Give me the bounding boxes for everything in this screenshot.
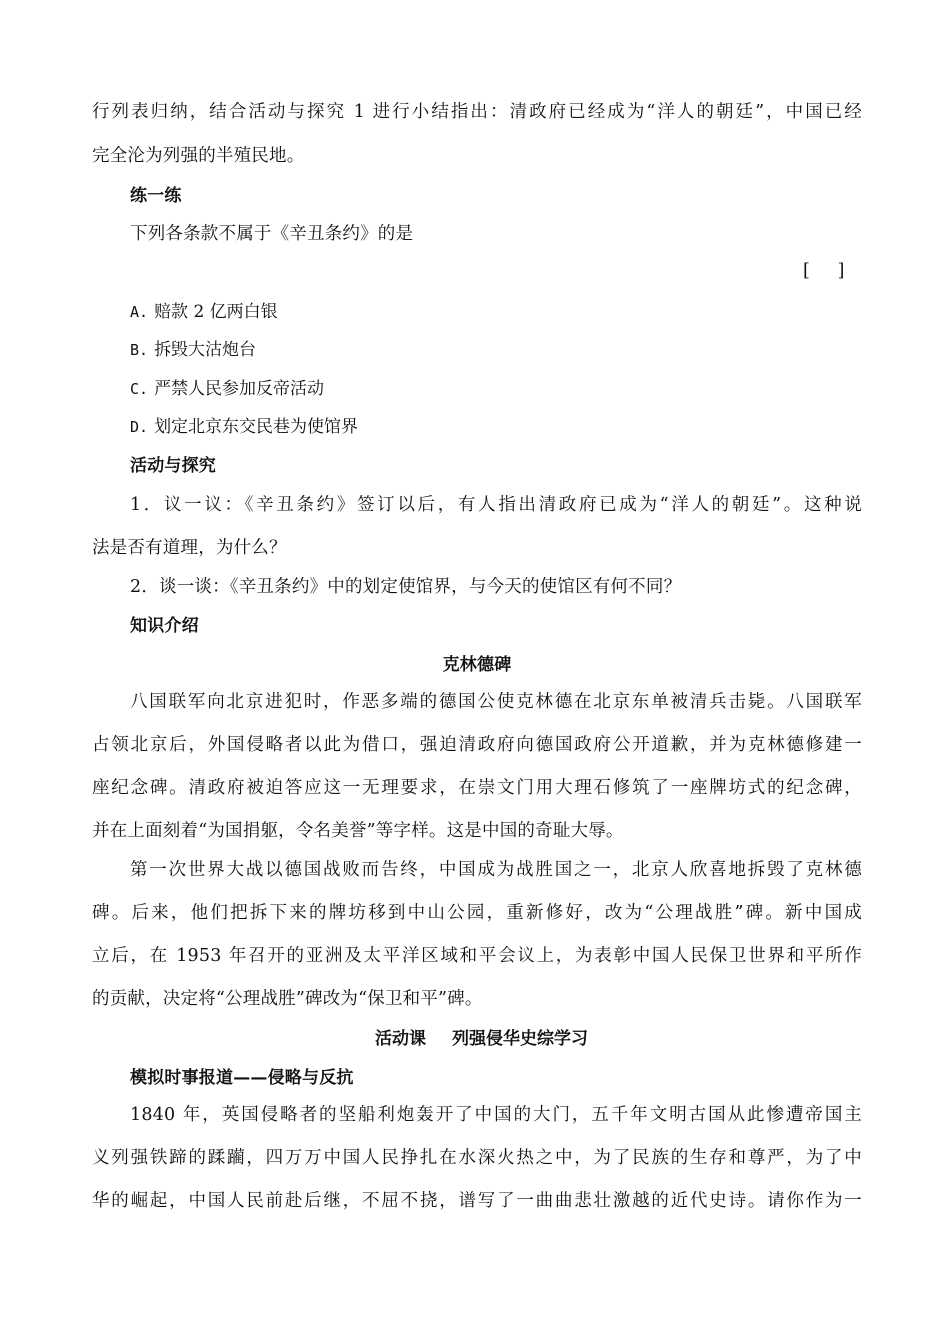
option-c-text: 严禁人民参加反帝活动 (154, 379, 325, 399)
knowledge-p2-line-4: 的贡献，决定将“公理战胜”碑改为“保卫和平”碑。 (92, 989, 483, 1009)
activity-heading: 活动与探究 (130, 456, 216, 476)
knowledge-title: 克林德碑 (442, 655, 512, 675)
lesson-subheading: 模拟时事报道——侵略与反抗 (130, 1068, 354, 1088)
intro-line-1: 行列表归纳，结合活动与探究 1 进行小结指出：清政府已经成为“洋人的朝廷”，中国已经 (92, 102, 862, 122)
option-c (130, 377, 830, 401)
knowledge-p2-line-3: 立后，在 1953 年召开的亚洲及太平洋区域和平会议上，为表彰中国人民保卫世界和平所作 (92, 946, 862, 966)
option-b-text: 拆毁大沽炮台 (154, 340, 257, 360)
intro-line-2: 完全沦为列强的半殖民地。 (92, 146, 305, 166)
option-d (130, 415, 830, 439)
option-a-text: 赔款 2 亿两白银 (154, 302, 278, 322)
lesson-title-b: 列强侵华史综学习 (452, 1029, 588, 1049)
lesson-title-a: 活动课 (375, 1029, 426, 1049)
activity-q1-line-2: 法是否有道理，为什么？ (92, 538, 287, 558)
knowledge-p1-line-4: 并在上面刻着“为国捐躯，令名美誉”等字样。这是中国的奇耻大辱。 (92, 821, 624, 841)
activity-q2: 2．谈一谈：《辛丑条约》中的划定使馆界，与今天的使馆区有何不同？ (130, 577, 682, 597)
lesson-title (375, 1027, 588, 1051)
lesson-p-line-1: 1840 年，英国侵略者的坚船利炮轰开了中国的大门，五千年文明古国从此惨遭帝国主 (130, 1105, 862, 1125)
option-b (130, 338, 830, 362)
practice-question: 下列各条款不属于《辛丑条约》的是 (130, 224, 414, 244)
option-d-text: 划定北京东交民巷为使馆界 (154, 417, 359, 437)
option-b-letter: B. (130, 341, 149, 359)
option-c-letter: C. (130, 380, 149, 398)
knowledge-p1-line-2: 占领北京后，外国侵略者以此为借口，强迫清政府向德国政府公开道歉，并为克林德修建一 (92, 735, 862, 755)
lesson-p-line-3: 华的崛起，中国人民前赴后继，不屈不挠，谱写了一曲曲悲壮激越的近代史诗。请你作为一 (92, 1191, 862, 1211)
option-d-letter: D. (130, 418, 149, 436)
option-a-letter: A. (130, 303, 149, 321)
knowledge-heading: 知识介绍 (130, 616, 199, 636)
knowledge-p1-line-3: 座纪念碑。清政府被迫答应这一无理要求，在崇文门用大理石修筑了一座牌坊式的纪念碑， (92, 778, 862, 798)
option-a (130, 300, 830, 324)
knowledge-p2-line-2: 碑。后来，他们把拆下来的牌坊移到中山公园，重新修好，改为“公理战胜”碑。新中国成 (92, 903, 862, 923)
knowledge-p1-line-1: 八国联军向北京进犯时，作恶多端的德国公使克林德在北京东单被清兵击毙。八国联军 (130, 692, 862, 712)
activity-q1-line-1: 1．议一议：《辛丑条约》签订以后，有人指出清政府已成为“洋人的朝廷”。这种说 (130, 495, 862, 515)
answer-bracket: [ ] (803, 261, 845, 281)
lesson-p-line-2: 义列强铁蹄的蹂躏，四万万中国人民挣扎在水深火热之中，为了民族的生存和尊严，为了中 (92, 1148, 862, 1168)
knowledge-p2-line-1: 第一次世界大战以德国战败而告终，中国成为战胜国之一，北京人欣喜地拆毁了克林德 (130, 860, 862, 880)
practice-heading: 练一练 (130, 186, 182, 206)
